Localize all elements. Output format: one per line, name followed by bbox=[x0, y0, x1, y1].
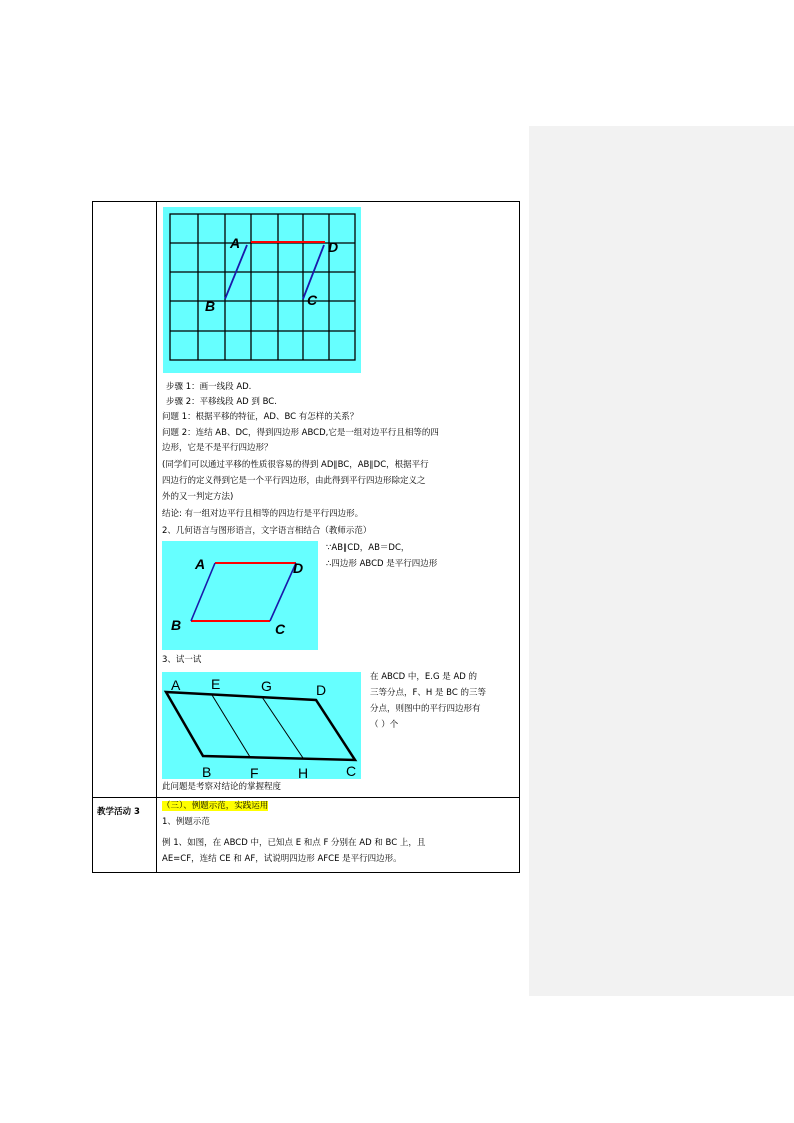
section-2-title: 2、几何语言与图形语言，文字语言相结合（教师示范） bbox=[162, 526, 372, 536]
question-line3: 分点，则图中的平行四边形有 bbox=[370, 704, 481, 714]
question-line4: （ ）个 bbox=[370, 720, 399, 730]
label-c: C bbox=[346, 763, 357, 779]
example-line2: AE=CF，连结 CE 和 AF，试说明四边形 AFCE 是平行四边形。 bbox=[162, 854, 402, 864]
label-h: H bbox=[298, 765, 309, 779]
comment-margin-panel bbox=[529, 126, 794, 996]
label-c: C bbox=[307, 292, 318, 308]
question-1: 问题 1：根据平移的特征，AD、BC 有怎样的关系？ bbox=[162, 412, 359, 422]
parallelogram-figure bbox=[162, 541, 318, 650]
conclusion: 结论: 有一组对边平行且相等的四边行是平行四边形。 bbox=[162, 509, 364, 519]
question-2-line2: 边形，它是不是平行四边形？ bbox=[162, 443, 273, 453]
trisection-figure bbox=[162, 672, 361, 779]
question-line2: 三等分点，F、H 是 BC 的三等 bbox=[370, 688, 487, 698]
footnote: 此问题是考察对结论的掌握程度 bbox=[162, 782, 282, 792]
example-title: 1、例题示范 bbox=[162, 817, 210, 827]
question-line1: 在 ABCD 中，E.G 是 AD 的 bbox=[370, 672, 478, 682]
label-a: A bbox=[195, 556, 206, 572]
label-b: B bbox=[205, 298, 216, 314]
label-a: A bbox=[230, 235, 241, 251]
label-d: D bbox=[328, 239, 339, 255]
activity-3-heading bbox=[162, 799, 268, 815]
note-line1: (同学们可以通过平移的性质很容易的得到 AD∥BC，AB∥DC，根据平行 bbox=[162, 460, 429, 470]
row-divider bbox=[92, 797, 520, 798]
activity-label: 教学活动 3 bbox=[97, 807, 140, 817]
question-2-line1: 问题 2：连结 AB、DC，得到四边形 ABCD,它是一组对边平行且相等的四 bbox=[162, 428, 439, 438]
label-b: B bbox=[171, 617, 182, 633]
note-line2: 四边行的定义得到它是一个平行四边形，由此得到平行四边形除定义之 bbox=[162, 476, 426, 486]
label-f: F bbox=[250, 765, 259, 779]
translation-grid-figure bbox=[163, 207, 361, 373]
label-a: A bbox=[171, 677, 181, 693]
label-b: B bbox=[202, 764, 212, 779]
label-g: G bbox=[261, 678, 272, 694]
result: ∴四边形 ABCD 是平行四边形 bbox=[326, 559, 438, 569]
step-2: 步骤 2：平移线段 AD 到 BC. bbox=[166, 397, 277, 407]
example-line1: 例 1、如图，在 ABCD 中，已知点 E 和点 F 分别在 AD 和 BC 上，且 bbox=[162, 838, 426, 848]
highlighted-heading: （三）、例题示范，实践运用 bbox=[162, 801, 269, 811]
note-line3: 外的又一判定方法) bbox=[162, 492, 234, 502]
label-d: D bbox=[316, 682, 327, 698]
premise: ∵AB∥CD，AB＝DC， bbox=[326, 543, 410, 553]
label-d: D bbox=[293, 560, 304, 576]
label-c: C bbox=[275, 621, 286, 637]
column-divider bbox=[156, 201, 157, 873]
section-3-title: 3、试一试 bbox=[162, 655, 202, 665]
label-e: E bbox=[211, 676, 221, 692]
step-1: 步骤 1：画一线段 AD. bbox=[166, 382, 252, 392]
